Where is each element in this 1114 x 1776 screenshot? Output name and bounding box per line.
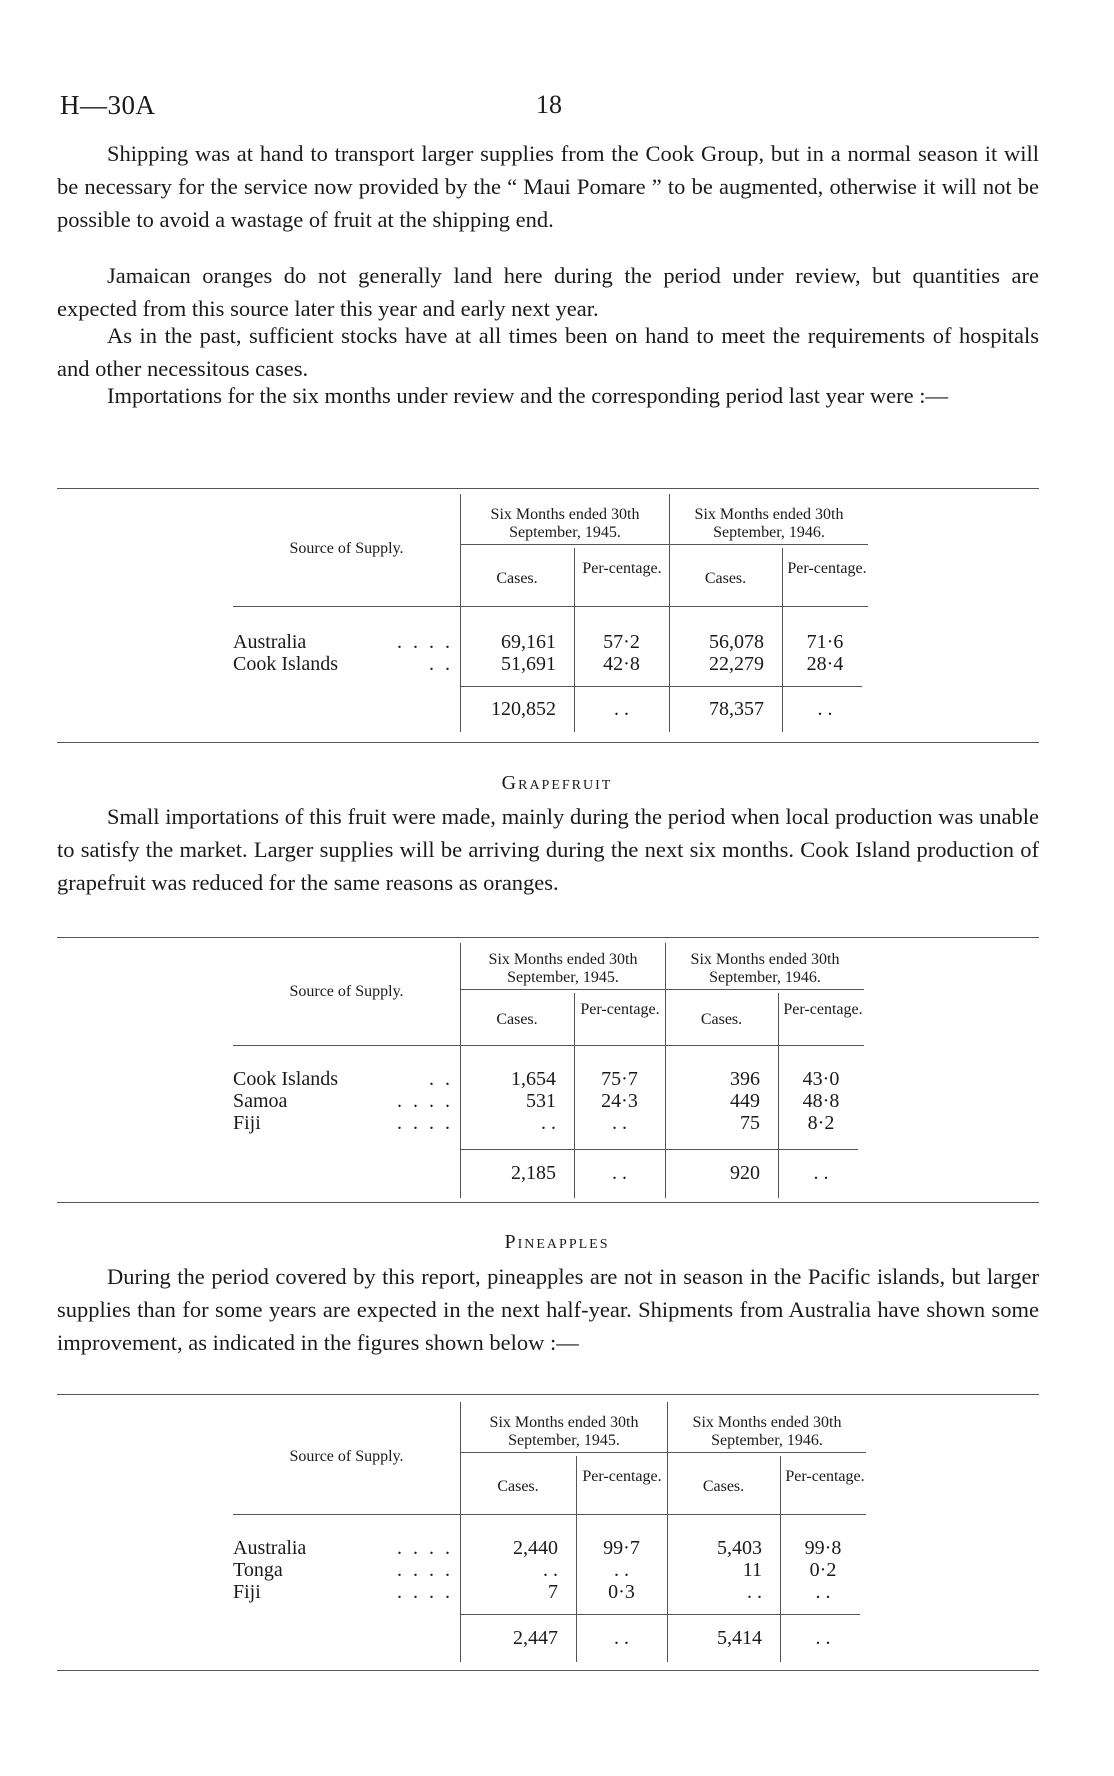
cell-cases-1945: 51,691	[501, 653, 556, 675]
row-leader-dots: . .	[429, 1068, 453, 1090]
document-reference: H—30A	[60, 90, 156, 120]
header-percentage-1945: Per-centage.	[582, 560, 662, 577]
row-leader-dots: . . . .	[397, 631, 453, 653]
header-source-of-supply: Source of Supply.	[289, 983, 404, 1000]
header-cases-1946: Cases.	[700, 1011, 743, 1028]
total-cases-1946: 920	[730, 1162, 760, 1184]
cell-percentage-1946: 8·2	[807, 1112, 835, 1134]
header-percentage-1945: Per-centage.	[582, 1468, 662, 1485]
total-cases-1945: 2,447	[513, 1627, 558, 1649]
total-percentage-1945: . .	[614, 1627, 629, 1649]
row-leader-dots: . . . .	[397, 1581, 453, 1603]
cell-percentage-1945: 42·8	[603, 653, 640, 675]
cell-percentage-1945: 75·7	[601, 1068, 638, 1090]
header-cases-1946: Cases.	[704, 570, 747, 587]
table-bottom-rule	[57, 1202, 1039, 1203]
grapefruit-table	[57, 937, 1039, 1207]
paragraph-hospital-stocks: As in the past, sufficient stocks have at all times been on hand to meet the requirements of hospitals and other necessitous cases.	[57, 323, 1039, 381]
row-leader-dots: . . . .	[397, 1537, 453, 1559]
header-percentage-1946: Per-centage.	[787, 560, 867, 577]
cell-cases-1946: 5,403	[717, 1537, 762, 1559]
cell-percentage-1945: 57·2	[603, 631, 640, 653]
total-percentage-1946: . .	[815, 1627, 831, 1649]
cell-percentage-1945: . .	[614, 1559, 629, 1581]
header-cases-1945: Cases.	[496, 570, 538, 587]
cell-percentage-1945: 0·3	[608, 1581, 635, 1603]
header-period-1946: Six Months ended 30th September, 1946.	[694, 506, 844, 541]
total-percentage-1946: . .	[813, 1162, 829, 1184]
cell-cases-1945: 1,654	[511, 1068, 556, 1090]
cell-percentage-1945: . .	[612, 1112, 627, 1134]
cell-percentage-1946: 28·4	[806, 653, 844, 675]
header-period-1945: Six Months ended 30th September, 1945.	[489, 1414, 639, 1449]
row-source: Tonga	[233, 1559, 283, 1581]
cell-cases-1946: 22,279	[709, 653, 764, 675]
header-source-of-supply: Source of Supply.	[289, 1448, 404, 1465]
header-percentage-1946: Per-centage.	[785, 1468, 865, 1485]
section-heading-grapefruit: Grapefruit	[501, 772, 613, 794]
cell-percentage-1946: . .	[815, 1581, 831, 1603]
cell-cases-1946: . .	[747, 1581, 762, 1603]
header-source-of-supply: Source of Supply.	[289, 540, 404, 557]
total-cases-1945: 2,185	[511, 1162, 556, 1184]
paragraph-pineapples: During the period covered by this report, pineapples are not in season in the Pacific islands, but larger supplies than for some years are expected in the next half-year. Shipments from Australia have shown some improvement, as indicated in the figures shown below :—	[57, 1264, 1039, 1355]
table-bottom-rule	[57, 1670, 1039, 1671]
row-source: Cook Islands	[233, 653, 338, 675]
row-source: Cook Islands	[233, 1068, 338, 1090]
cell-percentage-1946: 48·8	[802, 1090, 840, 1112]
header-cases-1945: Cases.	[496, 1011, 538, 1028]
header-cases-1945: Cases.	[497, 1478, 539, 1495]
total-cases-1946: 5,414	[717, 1627, 762, 1649]
cell-cases-1946: 449	[730, 1090, 760, 1112]
cell-cases-1945: 69,161	[501, 631, 556, 653]
cell-percentage-1946: 71·6	[806, 631, 844, 653]
cell-percentage-1946: 0·2	[809, 1559, 837, 1581]
paragraph-jamaican-oranges: Jamaican oranges do not generally land here during the period under review, but quantities are expected from this source later this year and early next year.	[57, 263, 1039, 321]
paragraph-grapefruit: Small importations of this fruit were made, mainly during the period when local production was unable to satisfy the market. Larger supplies will be arriving during the next six months. Cook Island production of grapefruit was reduced for the same reasons as oranges.	[57, 804, 1039, 895]
cell-cases-1945: 2,440	[513, 1537, 558, 1559]
section-heading-pineapples: Pineapples	[504, 1231, 610, 1253]
row-source: Fiji	[233, 1581, 261, 1603]
table-bottom-rule	[57, 742, 1039, 743]
row-leader-dots: . . . .	[397, 1559, 453, 1581]
cell-cases-1946: 11	[742, 1559, 762, 1581]
cell-cases-1945: . .	[543, 1559, 558, 1581]
row-source: Australia	[233, 1537, 307, 1559]
cell-cases-1945: 531	[526, 1090, 556, 1112]
header-percentage-1946: Per-centage.	[783, 1001, 863, 1018]
row-leader-dots: . .	[429, 653, 453, 675]
cell-cases-1946: 396	[730, 1068, 760, 1090]
header-period-1946: Six Months ended 30th September, 1946.	[690, 951, 840, 986]
pineapples-table	[57, 1394, 1039, 1674]
row-source: Samoa	[233, 1090, 288, 1112]
cell-percentage-1946: 99·8	[804, 1537, 842, 1559]
row-source: Australia	[233, 631, 307, 653]
header-cases-1946: Cases.	[702, 1478, 745, 1495]
cell-percentage-1946: 43·0	[802, 1068, 840, 1090]
header-period-1945: Six Months ended 30th September, 1945.	[490, 506, 640, 541]
cell-percentage-1945: 24·3	[601, 1090, 638, 1112]
row-source: Fiji	[233, 1112, 261, 1134]
table-top-rule	[57, 488, 1039, 489]
page-number: 18	[536, 90, 562, 119]
cell-percentage-1945: 99·7	[603, 1537, 640, 1559]
total-cases-1945: 120,852	[491, 698, 556, 720]
cell-cases-1946: 75	[740, 1112, 760, 1134]
cell-cases-1945: . .	[541, 1112, 556, 1134]
table-top-rule	[57, 1394, 1039, 1395]
row-leader-dots: . . . .	[397, 1112, 453, 1134]
total-percentage-1945: . .	[614, 698, 629, 720]
header-period-1945: Six Months ended 30th September, 1945.	[488, 951, 638, 986]
total-cases-1946: 78,357	[709, 698, 764, 720]
oranges-table	[57, 488, 1039, 743]
header-percentage-1945: Per-centage.	[580, 1001, 660, 1018]
table-top-rule	[57, 937, 1039, 938]
paragraph-shipping: Shipping was at hand to transport larger supplies from the Cook Group, but in a normal season it will be necessary for the service now provided by the “ Maui Pomare ” to be augmented, otherwise it will not be possible to avoid a wastage of fruit at the shipping end.	[57, 141, 1039, 232]
total-percentage-1946: . .	[817, 698, 833, 720]
total-percentage-1945: . .	[612, 1162, 627, 1184]
header-period-1946: Six Months ended 30th September, 1946.	[692, 1414, 842, 1449]
row-leader-dots: . . . .	[397, 1090, 453, 1112]
cell-cases-1946: 56,078	[709, 631, 764, 653]
cell-cases-1945: 7	[548, 1581, 558, 1603]
paragraph-importations: Importations for the six months under review and the corresponding period last year were :—	[107, 383, 949, 408]
